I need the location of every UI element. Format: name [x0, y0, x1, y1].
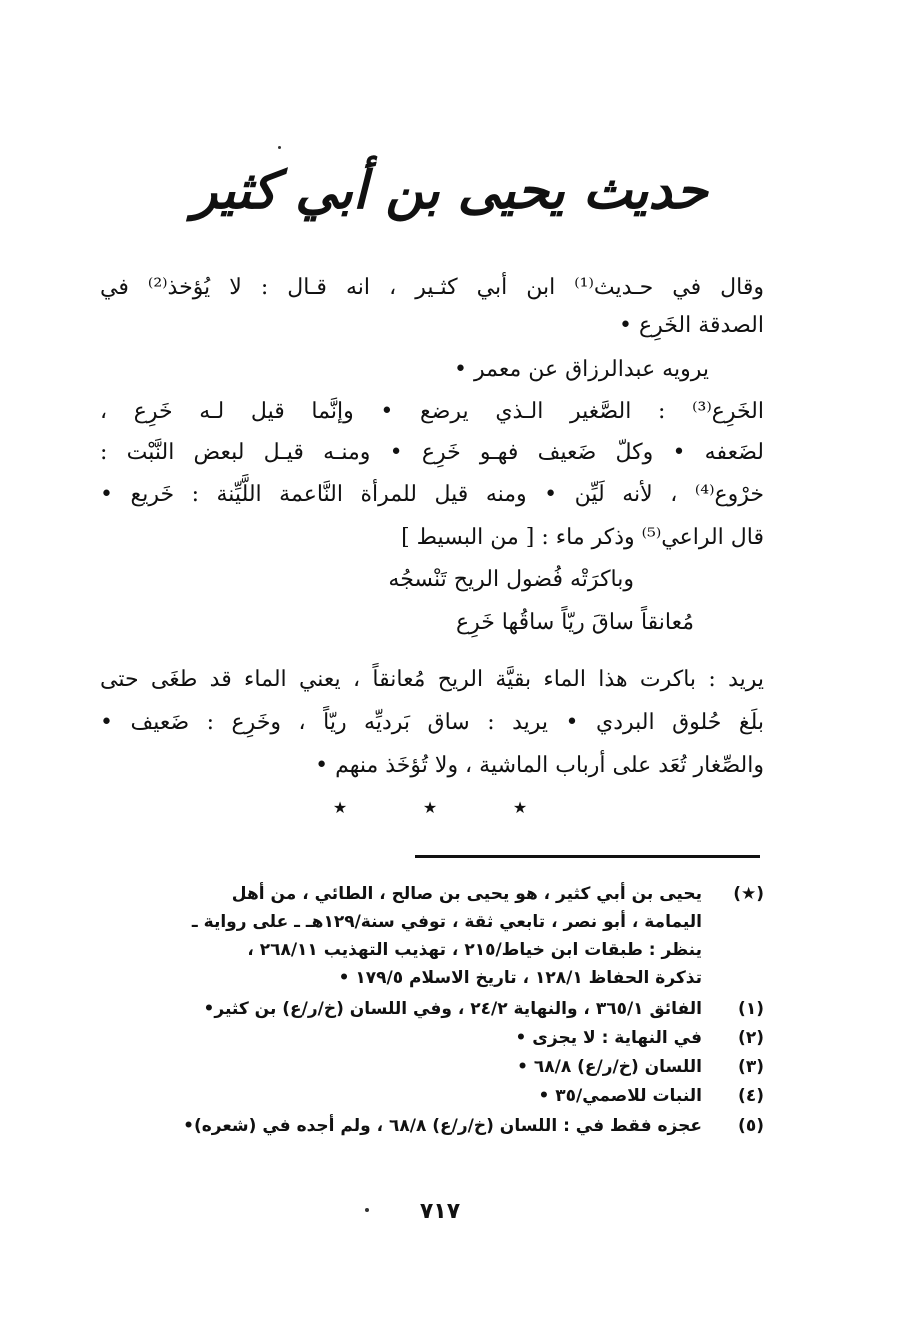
body-line-8: يريد : باكرت هذا الماء بقيَّة الريح مُعانقاً ، يعني الماء قد طغَى حتى [100, 667, 764, 692]
body-line-3: يرويه عبدالرزاق عن معمر • [454, 357, 709, 382]
footnote-2 [110, 1024, 764, 1052]
footnote-rule [415, 855, 760, 858]
footnote-text: النبات للاصمي/٣٥ • [538, 1086, 702, 1106]
footnote-5 [110, 1112, 764, 1140]
body-line-7: قال الراعي⁽⁵⁾ وذكر ماء : [ من البسيط ] [401, 525, 764, 550]
page-title: حديث يحيى بن أبي كثير [192, 159, 708, 221]
footnote-3 [110, 1053, 764, 1081]
star-icon: ★ [512, 798, 528, 817]
verse-first-half: وباكرَتْه فُضول الريح تَنْسجُه [388, 567, 634, 592]
body-line-1: وقال في حـديث⁽¹⁾ ابن أبي كثـير ، انه قـال : لا يُؤخذ⁽²⁾ في [100, 275, 765, 300]
page-number: ٧١٧ [419, 1199, 461, 1224]
body-line-10: والصِّغار تُعَد على أرباب الماشية ، ولا تُؤخَذ منهم • [315, 753, 764, 778]
body-line-9: بلَغ حُلوق البردي • يريد : ساق بَرديِّه ريّاً ، وخَرِع : ضَعيف • [100, 710, 764, 735]
footnote-text: اللسان (خ/ر/ع) ٦٨/٨ • [517, 1057, 702, 1077]
footnote-text: يحيى بن أبي كثير ، هو يحيى بن صالح ، الطائي ، من أهل [231, 884, 702, 904]
body-line-6: خرْوع⁽⁴⁾ ، لأنه لَيِّن • ومنه قيل للمرأة النَّاعمة اللَّيِّنة : خَريع • [100, 482, 764, 507]
print-speck [365, 1208, 369, 1212]
footnote-marker: (٥) [738, 1116, 764, 1136]
footnote-4 [110, 1082, 764, 1110]
footnote-continuation: اليمامة ، أبو نصر ، تابعي ثقة ، توفي سنة/١٢٩هـ ـ على رواية ـ [191, 912, 702, 932]
body-line-5: لضَعفه • وكلّ ضَعيف فهـو خَرِع • ومنـه قيـل لبعض النَّبْت : [100, 440, 764, 465]
footnote-star [110, 880, 764, 908]
star-icon: ★ [332, 798, 348, 817]
footnote-marker: (★) [733, 884, 764, 904]
footnote-1 [110, 995, 764, 1023]
footnote-marker: (٢) [738, 1028, 764, 1048]
footnote-marker: (٣) [738, 1057, 764, 1077]
body-line-4: الخَرِع⁽³⁾ : الصَّغير الـذي يرضع • وإنَّما قيل لـه خَرِع ، [100, 399, 764, 424]
section-separator [330, 798, 530, 828]
body-line-2: الصدقة الخَرِع • [619, 313, 764, 338]
print-speck [278, 146, 281, 149]
footnote-continuation: ينظر : طبقات ابن خياط/٢١٥ ، تهذيب التهذيب ٢٦٨/١١ ، [247, 940, 702, 960]
verse-second-half: مُعانقاً ساقَ ريّاً ساقُها خَرِع [455, 610, 694, 635]
footnote-marker: (٤) [738, 1086, 764, 1106]
footnote-continuation: تذكرة الحفاظ ١٢٨/١ ، تاريخ الاسلام ١٧٩/٥ • [338, 968, 702, 988]
footnote-text: عجزه فقط في : اللسان (خ/ر/ع) ٦٨/٨ ، ولم أجده في (شعره)• [183, 1116, 702, 1136]
footnote-marker: (١) [738, 999, 764, 1019]
star-icon: ★ [422, 798, 438, 817]
footnote-text: الفائق ٣٦٥/١ ، والنهاية ٢٤/٢ ، وفي اللسان (خ/ر/ع) بن كثير• [203, 999, 702, 1019]
footnote-text: في النهاية : لا يجزى • [515, 1028, 702, 1048]
